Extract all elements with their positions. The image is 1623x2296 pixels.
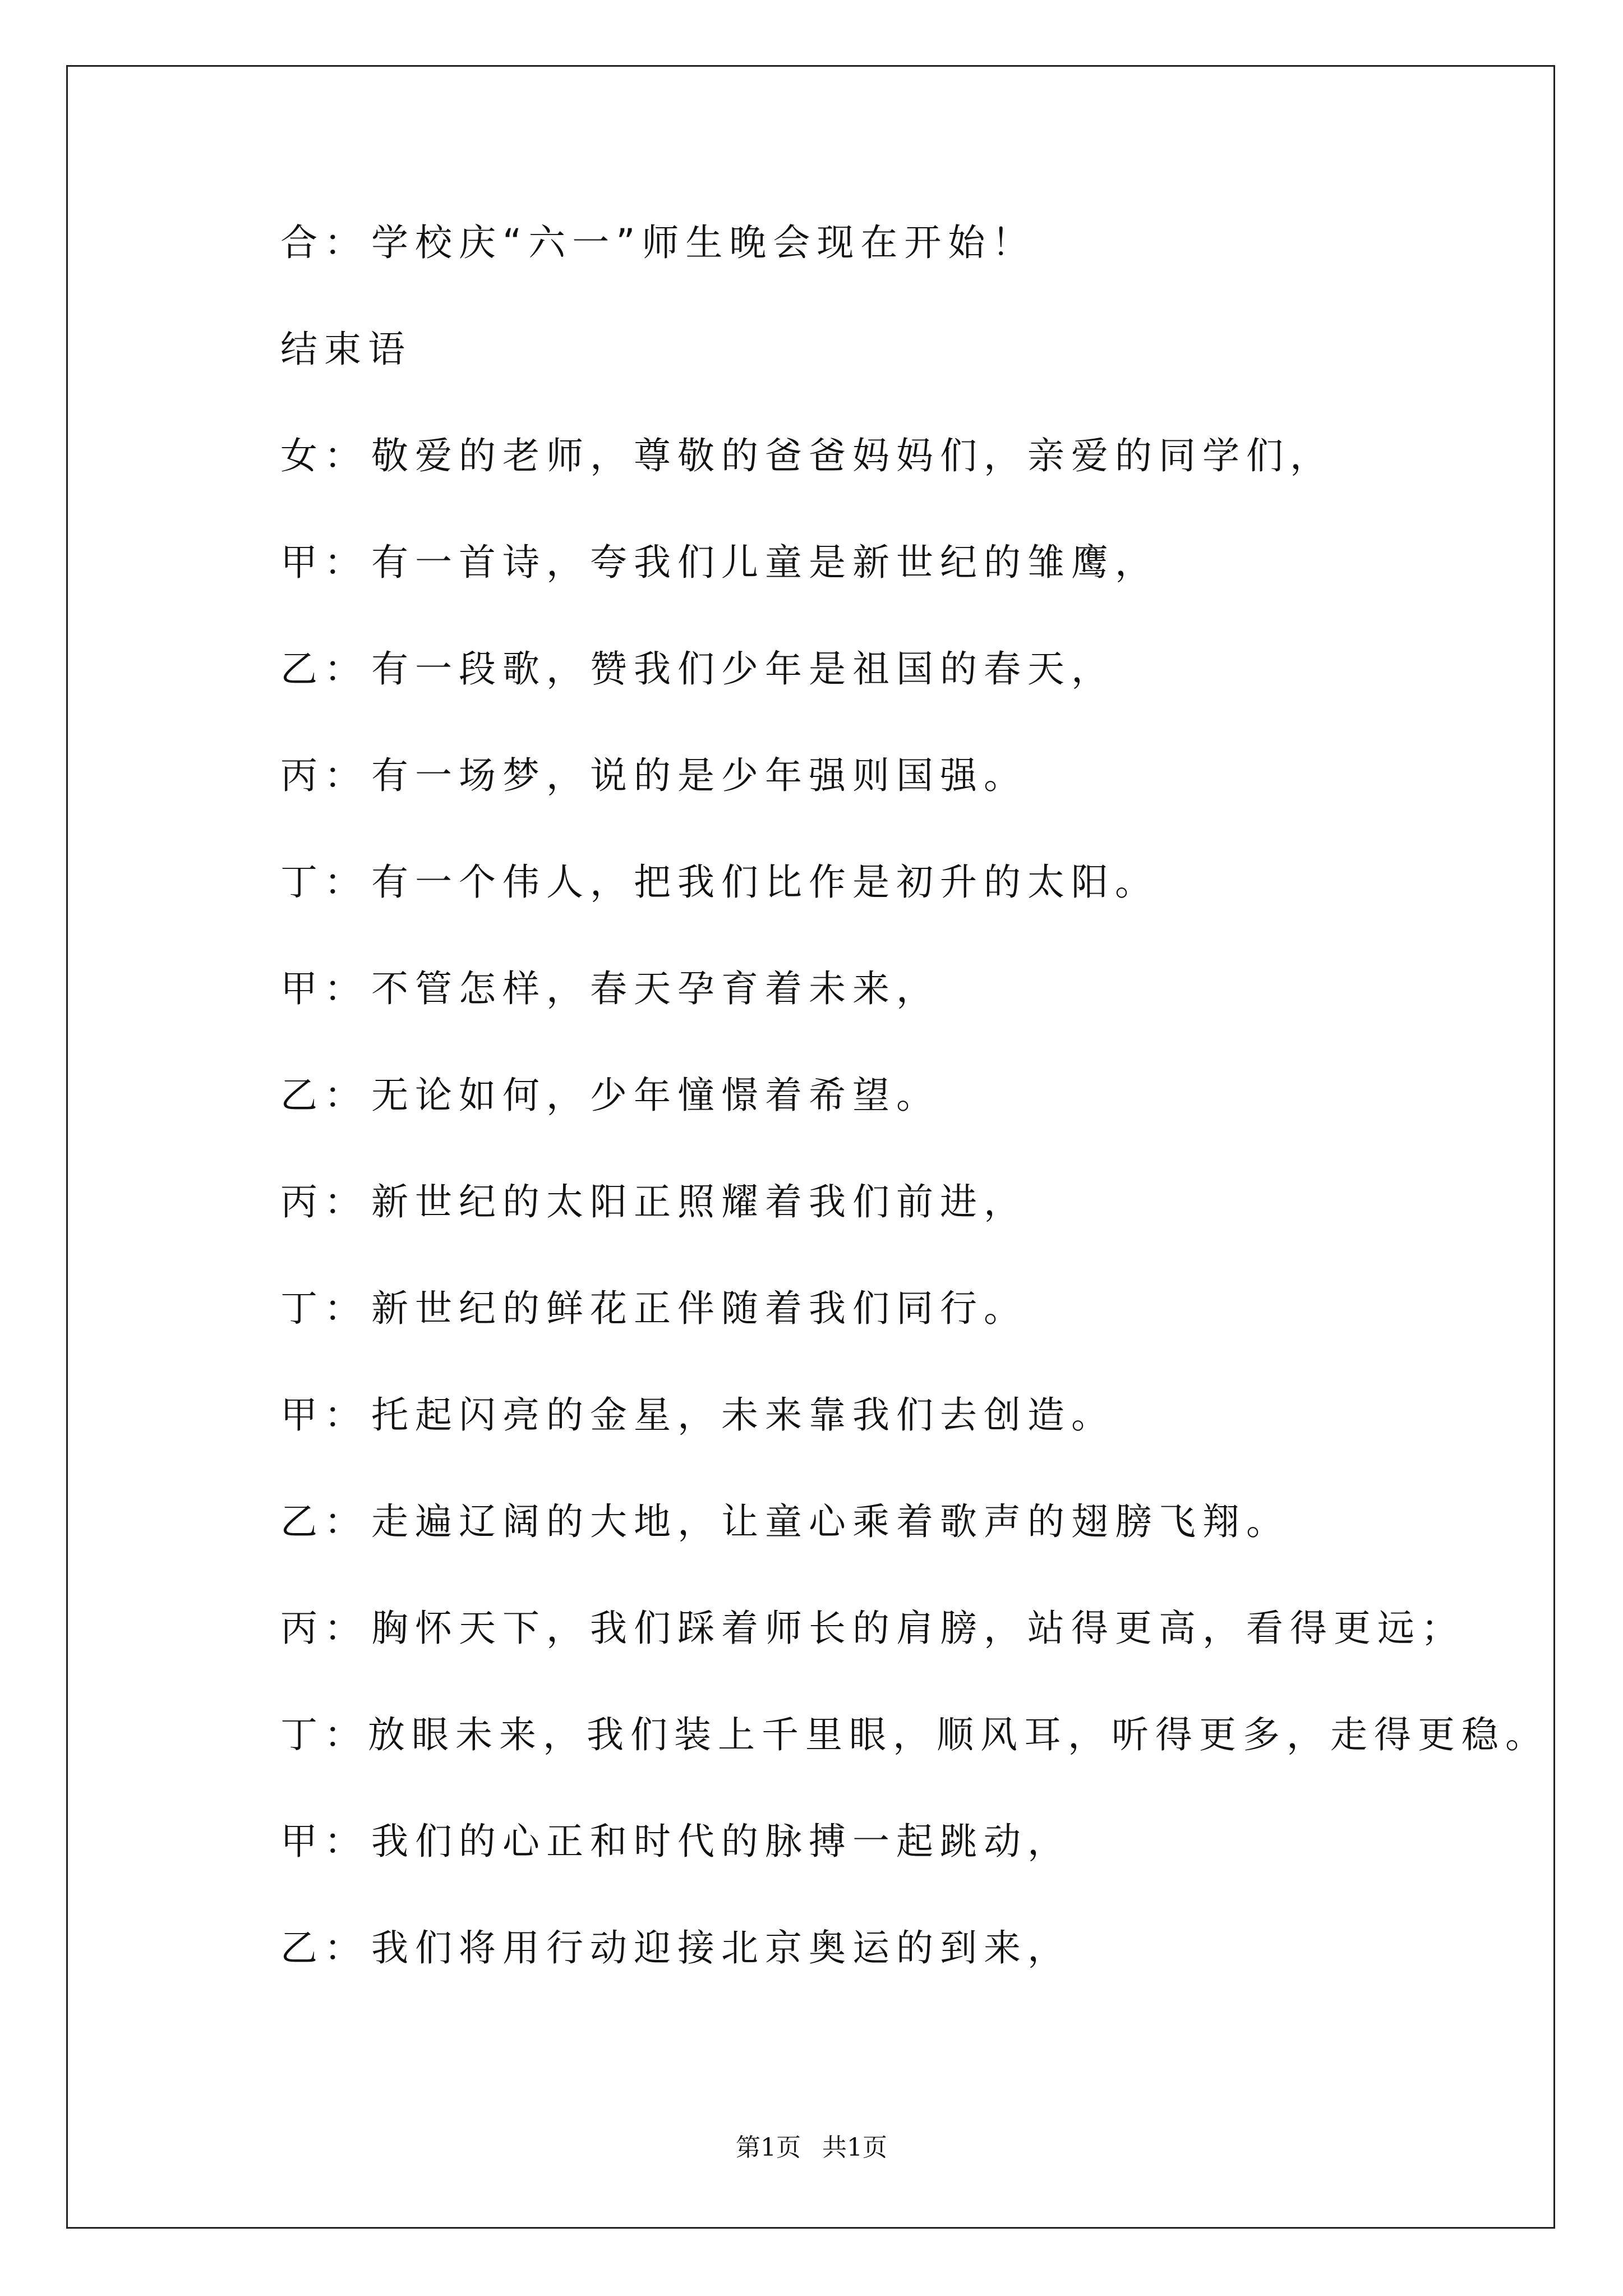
speaker-separator: ：: [324, 221, 368, 264]
speaker-label: 乙: [280, 1500, 324, 1543]
dialogue-text: 放眼未来，我们装上千里眼，顺风耳，听得更多，走得更稳。: [368, 1713, 1549, 1756]
dialogue-text: 托起闪亮的金星，未来靠我们去创造。: [371, 1393, 1115, 1437]
dialogue-line: [280, 221, 1514, 331]
dialogue-line: [280, 754, 1514, 864]
section-heading: [280, 328, 1514, 438]
dialogue-line: [280, 1074, 1514, 1184]
page-number: 第1页: [736, 2133, 801, 2162]
speaker-separator: ：: [324, 754, 368, 797]
dialogue-text: 有一首诗，夸我们儿童是新世纪的雏鹰，: [371, 541, 1159, 584]
dialogue-line: [280, 434, 1514, 544]
dialogue-line: [280, 861, 1514, 970]
dialogue-line: [280, 1180, 1514, 1290]
speaker-separator: ：: [324, 1607, 368, 1650]
section-heading-text: 结束语: [280, 328, 412, 371]
speaker-label: 丁: [280, 861, 324, 904]
dialogue-line: [280, 967, 1514, 1077]
speaker-label: 甲: [280, 1393, 324, 1437]
speaker-label: 乙: [280, 1926, 324, 1970]
speaker-separator: ：: [324, 541, 368, 584]
speaker-label: 甲: [280, 541, 324, 584]
dialogue-line: [280, 1607, 1514, 1717]
speaker-label: 甲: [280, 1820, 324, 1863]
dialogue-line: [280, 1500, 1514, 1610]
dialogue-text: 胸怀天下，我们踩着师长的肩膀，站得更高，看得更远；: [371, 1607, 1465, 1650]
document-body: [280, 221, 1549, 2036]
dialogue-text: 我们的心正和时代的脉搏一起跳动，: [371, 1820, 1071, 1863]
speaker-label: 合: [280, 221, 324, 264]
speaker-separator: ：: [324, 1926, 368, 1970]
dialogue-line: [280, 647, 1514, 757]
speaker-separator: ：: [324, 861, 368, 904]
speaker-label: 丙: [280, 754, 324, 797]
speaker-separator: ：: [324, 1713, 368, 1756]
speaker-label: 女: [280, 434, 324, 477]
speaker-separator: ：: [324, 1500, 368, 1543]
speaker-separator: ：: [324, 1074, 368, 1117]
dialogue-line: [280, 1393, 1514, 1503]
speaker-separator: ：: [324, 1393, 368, 1437]
speaker-label: 丙: [280, 1180, 324, 1223]
dialogue-text: 新世纪的鲜花正伴随着我们同行。: [371, 1287, 1027, 1330]
speaker-label: 丙: [280, 1607, 324, 1650]
dialogue-line: [280, 1926, 1514, 2036]
speaker-separator: ：: [324, 967, 368, 1010]
speaker-label: 乙: [280, 647, 324, 691]
page-footer: [0, 2127, 1623, 2163]
speaker-separator: ：: [324, 1287, 368, 1330]
dialogue-text: 无论如何，少年憧憬着希望。: [371, 1074, 940, 1117]
speaker-separator: ：: [324, 434, 368, 477]
speaker-label: 丁: [280, 1287, 324, 1330]
dialogue-line: [280, 1287, 1514, 1397]
dialogue-text: 我们将用行动迎接北京奥运的到来，: [371, 1926, 1071, 1970]
dialogue-text: 有一场梦，说的是少年强则国强。: [371, 754, 1027, 797]
speaker-label: 甲: [280, 967, 324, 1010]
dialogue-text: 有一个伟人，把我们比作是初升的太阳。: [371, 861, 1159, 904]
dialogue-text: 不管怎样，春天孕育着未来，: [371, 967, 940, 1010]
dialogue-text: 有一段歌，赞我们少年是祖国的春天，: [371, 647, 1115, 691]
speaker-separator: ：: [324, 1180, 368, 1223]
dialogue-text: 走遍辽阔的大地，让童心乘着歌声的翅膀飞翔。: [371, 1500, 1290, 1543]
speaker-separator: ：: [324, 647, 368, 691]
speaker-label: 丁: [280, 1713, 324, 1756]
dialogue-text: 新世纪的太阳正照耀着我们前进，: [371, 1180, 1027, 1223]
page-total: 共1页: [822, 2133, 887, 2162]
speaker-separator: ：: [324, 1820, 368, 1863]
dialogue-line: [280, 541, 1514, 651]
dialogue-text: 敬爱的老师，尊敬的爸爸妈妈们，亲爱的同学们，: [371, 434, 1334, 477]
dialogue-line: [280, 1820, 1514, 1930]
dialogue-text: 学校庆“六一”师生晚会现在开始！: [371, 221, 1036, 264]
speaker-label: 乙: [280, 1074, 324, 1117]
dialogue-line: [280, 1713, 1549, 1823]
